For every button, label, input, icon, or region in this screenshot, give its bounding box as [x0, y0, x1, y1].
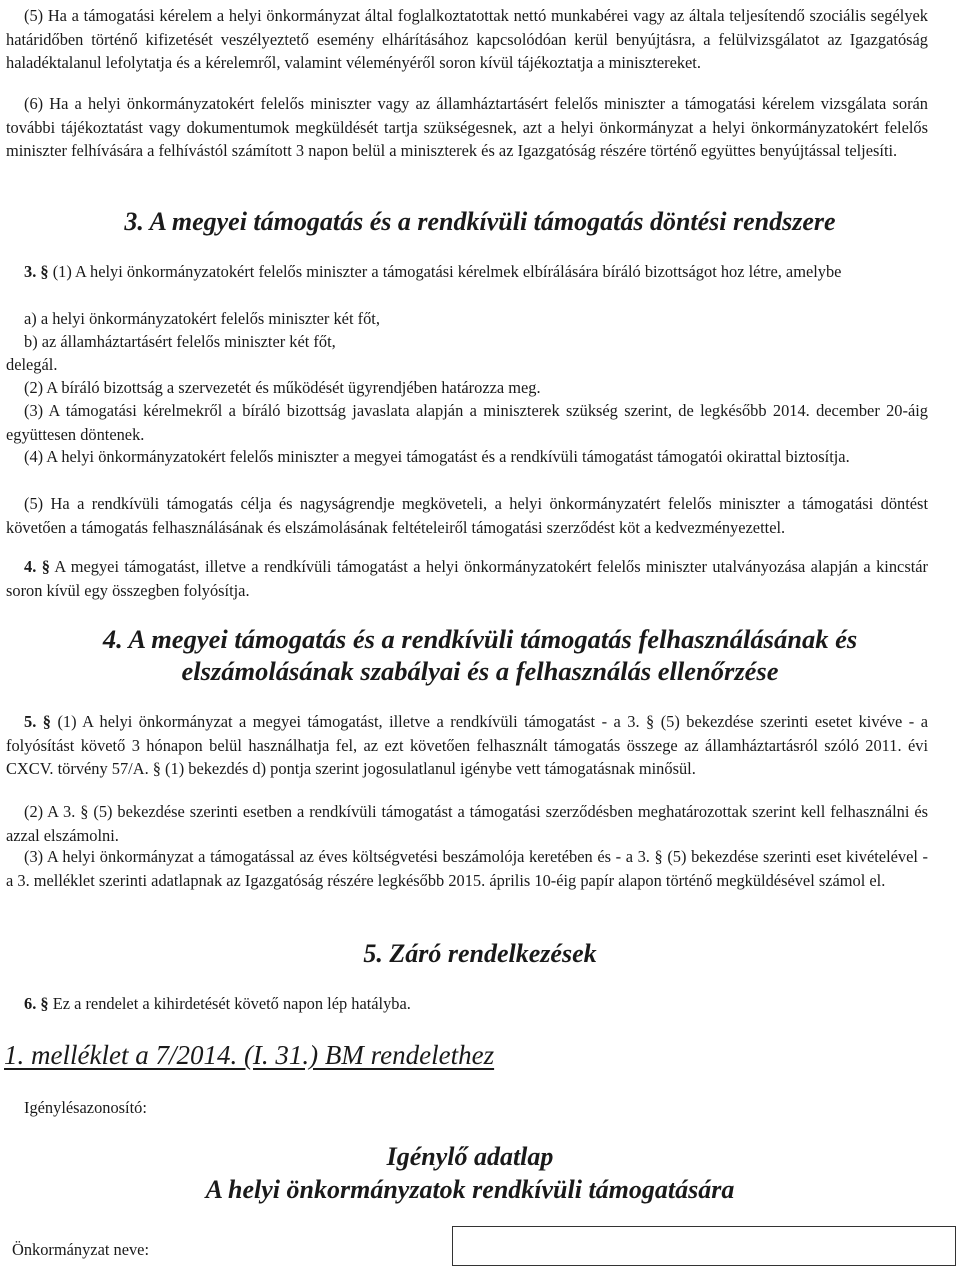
paragraph-6 — [24, 992, 411, 1016]
annex-title: 1. melléklet a 7/2014. (I. 31.) BM rendelethez — [4, 1040, 495, 1070]
paragraph-4 — [6, 555, 928, 602]
form-subtitle: A helyi önkormányzatok rendkívüli támogatására — [205, 1175, 735, 1204]
municipality-name-field[interactable] — [452, 1226, 956, 1266]
paragraph-3-2: (2) A bíráló bizottság a szervezetét és működését ügyrendjében határozza meg. — [24, 378, 541, 397]
paragraph-4-text: A megyei támogatást, illetve a rendkívüli támogatást a helyi önkormányzatokért felelős miniszter utalványozása alapján a kincstár soron kívül egy összegben folyósítja. — [6, 557, 928, 600]
list-item-a: a) a helyi önkormányzatokért felelős miniszter két főt, — [24, 309, 380, 328]
paragraph-3-4: (4) A helyi önkormányzatokért felelős miniszter a megyei támogatást és a rendkívüli támogatást támogatói okirattal biztosítja. — [24, 447, 850, 466]
paragraph-6-text: Ez a rendelet a kihirdetését követő napon lép hatályba. — [52, 994, 411, 1013]
municipality-name-label: Önkormányzat neve: — [12, 1240, 149, 1259]
paragraph-3-5: (5) Ha a rendkívüli támogatás célja és nagyságrendje megköveteli, a helyi önkormányzatért felelős miniszter a támogatási döntést követően a támogatás felhasználásának és elszámolásának feltételeiről támogatási szerződést köt a kedvezményezettel. — [6, 494, 928, 537]
paragraph-5-2: (2) A 3. § (5) bekezdése szerinti esetben a rendkívüli támogatást a támogatási szerződésben meghatározottak szerint kell felhasználni és azzal elszámolni. — [6, 802, 928, 845]
request-id-label: Igénylésazonosító: — [24, 1098, 147, 1117]
paragraph-2-6: (6) Ha a helyi önkormányzatokért felelős miniszter vagy az államháztartásért felelős miniszter a támogatási kérelem vizsgálata során további tájékoztatást vagy dokumentumok megküldését tartja szükségesnek, azt a helyi önkormányzat a helyi önkormányzatokért felelős miniszter felhívására a felhívástól számított 3 napon belül a miniszterek és az Igazgatóság részére történő együttes benyújtással teljesíti. — [6, 94, 928, 161]
list-item-b: b) az államháztartásért felelős miniszter két főt, — [24, 332, 336, 351]
paragraph-5-3: (3) A helyi önkormányzat a támogatással az éves költségvetési beszámolója keretében és - a 3. § (5) bekezdése szerinti eset kivételével - a 3. melléklet szerinti adatlapnak az Igazgatóság részére legkésőbb 2015. április 10-éig papír alapon történő megküldésével számol el. — [6, 847, 928, 890]
paragraph-3-3: (3) A támogatási kérelmekről a bíráló bizottság javaslata alapján a miniszterek szükség szerint, de legkésőbb 2014. december 20-áig együttesen döntenek. — [6, 401, 928, 444]
section-heading-4-line-1: 4. A megyei támogatás és a rendkívüli támogatás felhasználásának és — [102, 624, 858, 654]
paragraph-5-1-text: (1) A helyi önkormányzat a megyei támogatást, illetve a rendkívüli támogatást - a 3. § (5) bekezdése szerinti esetet kivéve - a folyósítást követő 3 hónapon belül használhatja fel, az ezt követően felhasznált támogatás összege az államháztartásról szóló 2011. évi CXCV. törvény 57/A. § (1) bekezdés d) pontja szerint jogosulatlanul igénybe vett támogatásnak minősül. — [6, 712, 928, 779]
section-number-4: 4. § — [24, 557, 50, 576]
paragraph-5-1 — [6, 710, 928, 781]
delegal-text: delegál. — [6, 355, 58, 374]
section-heading-5: 5. Záró rendelkezések — [363, 939, 597, 968]
paragraph-3-1 — [6, 260, 928, 284]
section-number-3: 3. § — [24, 262, 49, 281]
section-number-5: 5. § — [24, 712, 51, 731]
form-title: Igénylő adatlap — [386, 1142, 554, 1171]
section-number-6: 6. § — [24, 994, 49, 1013]
section-heading-4-line-2: elszámolásának szabályai és a felhasználás ellenőrzése — [181, 656, 779, 686]
section-heading-3: 3. A megyei támogatás és a rendkívüli támogatás döntési rendszere — [124, 207, 836, 236]
paragraph-3-1-text: (1) A helyi önkormányzatokért felelős miniszter a támogatási kérelmek elbírálására bíráló bizottságot hoz létre, amelybe — [52, 262, 842, 281]
paragraph-2-5: (5) Ha a támogatási kérelem a helyi önkormányzat által foglalkoztatottak nettó munkabérei vagy az általa teljesítendő szociális segélyek határidőben történő kifizetését veszélyeztető esemény elhárításához kapcsolódóan kerül benyújtásra, a felülvizsgálatot az Igazgatóság haladéktalanul lefolytatja és a kérelemről, valamint véleményéről soron kívül tájékoztatja a minisztereket. — [6, 6, 928, 73]
section-heading-4 — [0, 623, 960, 687]
